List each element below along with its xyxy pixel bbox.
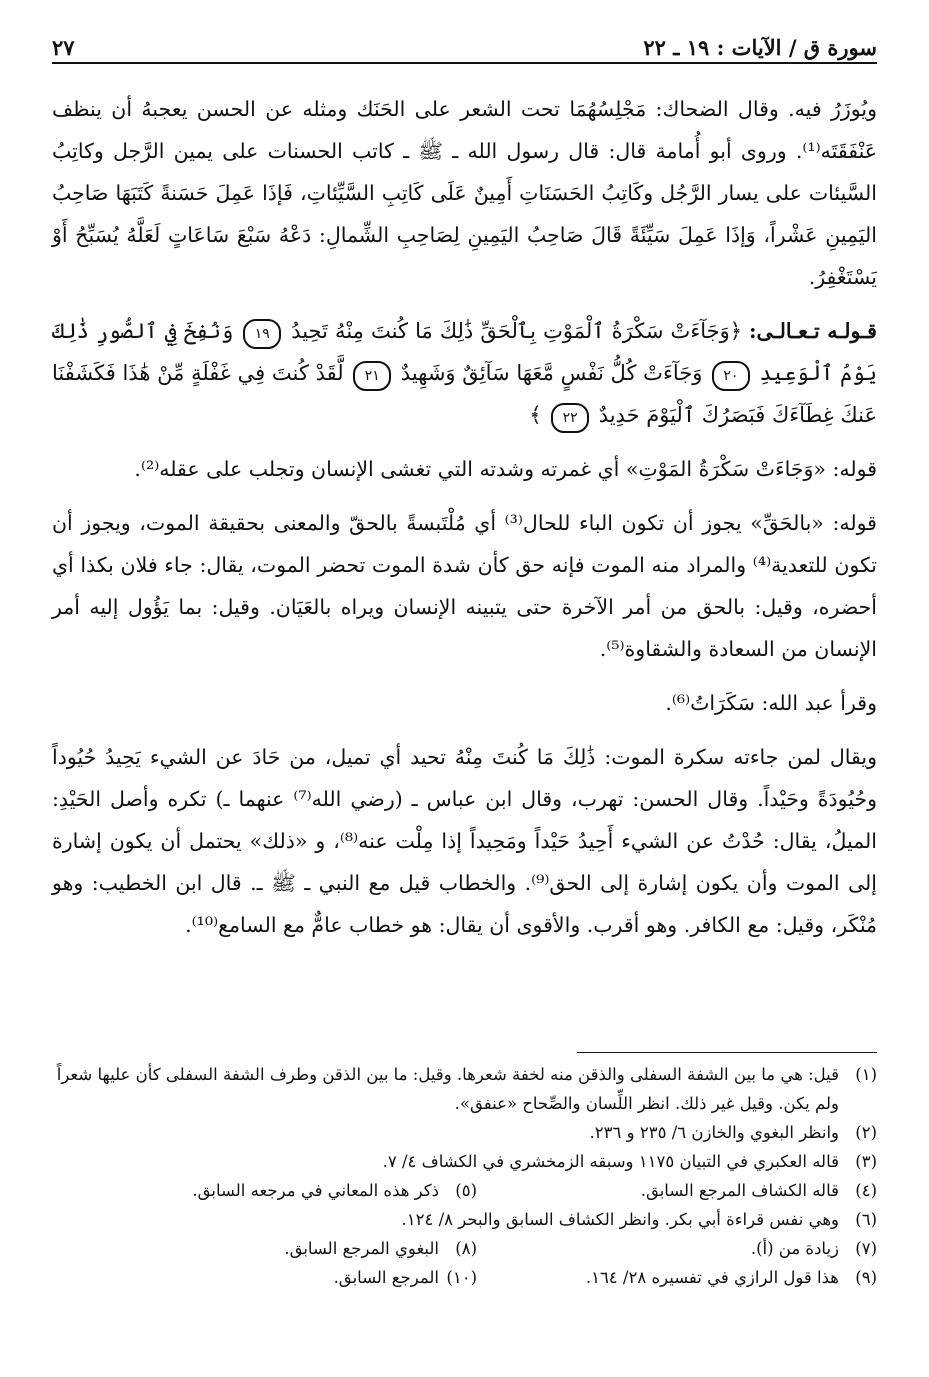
footnote — [517, 1263, 877, 1292]
footnote — [517, 1176, 877, 1205]
ayah-number-badge: ١٩ — [243, 319, 281, 349]
footnote — [517, 1234, 877, 1263]
verse-part: ﴿وَجَآءَتْ سَكْرَةُ ٱلْمَوْتِ بِٱلْحَقِّ ذَٰلِكَ مَا كُنتَ مِنْهُ تَحِيدُ — [291, 319, 743, 343]
quran-verse-block — [52, 310, 877, 436]
verse-part: وَجَآءَتْ كُلُّ نَفْسٍ مَّعَهَا سَآئِقٌ وَشَهِيدٌ — [400, 361, 703, 385]
verse-lead: قـولـه تـعـالـى: — [748, 319, 877, 343]
paragraph: ويُوزَرُ فيه. وقال الضحاك: مَجْلِسُهُمَا تحت الشعر على الحَنَك ومثله عن الحسن يعجبهُ أن ينظف عَنْفَقَتَه⁽¹⁾. وروى أبو أُمامة قال: قال رسول الله ـ ﷺ ـ كاتب الحسنات على يمين الرَّجل وكاتِبُ السَّيئات على يسار الرَّجُل وكَاتِبُ الحَسَنَاتِ أَمِينٌ عَلَى كَاتِبِ السَّيِّئاتِ، فَإذَا عَمِلَ حَسَنةً كَتَبَهَا صَاحِبُ اليَمِينِ عَشْراً، وَإذَا عَمِلَ سَيِّئَةً قَالَ صَاحِبُ اليَمِينِ لِصَاحِبِ الشِّمالِ: دَعْهُ سَبْعَ سَاعَاتٍ لَعَلَّهُ يُسَبِّحُ أَوْ يَسْتَغْفِرُ. — [52, 97, 877, 289]
footnote-number: (١) — [855, 1065, 877, 1084]
footnote-text: ذكر هذه المعاني في مرجعه السابق. — [192, 1181, 439, 1200]
footnote-number: (٢) — [855, 1123, 877, 1142]
ayah-number-badge: ٢٢ — [551, 403, 589, 433]
footnote — [52, 1118, 877, 1147]
main-text — [52, 88, 877, 958]
ayah-number-badge: ٢١ — [353, 361, 391, 391]
paragraph: قوله: «بالحَقِّ» يجوز أن تكون الباء للحال⁽³⁾ أي مُلْتَبسةً بالحقّ والمعنى بحقيقة الموت، ويجوز أن تكون للتعدية⁽⁴⁾ والمراد منه الموت فإنه حق كأن شدة الموت تحضر الموت، يقال: جاء فلان بكذا أي أحضره، وقيل: بالحق من أمر الآخرة حتى يتبينه الإنسان ويراه بالعَيَان. وقيل: بما يَؤُول إليه أمر الإنسان من السعادة والشقاوة⁽⁵⁾. — [52, 511, 877, 661]
footnote-number: (٥) — [455, 1181, 477, 1200]
footnote-text: المرجع السابق. — [333, 1268, 439, 1287]
footnote-row — [52, 1176, 877, 1205]
footnote-text: قيل: هي ما بين الشفة السفلى والذقن منه لخفة شعرها. وقيل: ما بين الذقن وطرف الشفة السفلى كأن عليها شعراً ولم يكن. وقيل غير ذلك. انظر اللِّسان والصِّحاح «عنفق». — [56, 1065, 839, 1113]
paragraph: وقرأ عبد الله: سَكَرَاتُ⁽⁶⁾. — [665, 691, 877, 715]
footnote-text: قاله العكبري في التبيان ١١٧٥ وسبقه الزمخشري في الكشاف ٤/ ٧. — [382, 1152, 839, 1171]
footnote-text: وانظر البغوي والخازن ٦/ ٢٣٥ و ٢٣٦. — [589, 1123, 839, 1142]
footnote-number: (٧) — [855, 1239, 877, 1258]
footnote — [52, 1205, 877, 1234]
footnote — [52, 1147, 877, 1176]
footnote-text: قاله الكشاف المرجع السابق. — [640, 1181, 839, 1200]
footnote — [52, 1060, 877, 1118]
footnote-text: البغوي المرجع السابق. — [284, 1239, 439, 1258]
footnote-number: (٨) — [455, 1239, 477, 1258]
footnote-text: وهي نفس قراءة أبي بكر. وانظر الكشاف السابق والبحر ٨/ ١٢٤. — [401, 1210, 839, 1229]
footnote-number: (٤) — [855, 1181, 877, 1200]
footnote-number: (٦) — [855, 1210, 877, 1229]
footnote — [192, 1176, 477, 1205]
footnote-row — [52, 1234, 877, 1263]
footnote — [284, 1234, 477, 1263]
footnote-number: (٣) — [855, 1152, 877, 1171]
verse-part: وَنُفِخَ فِي ٱلصُّورِ ذَٰلِكَ يَوْمُ ٱلْوَعِيدِ — [52, 319, 877, 385]
footnote-text: هذا قول الرازي في تفسيره ٢٨/ ١٦٤. — [585, 1268, 839, 1287]
ayah-number-badge: ٢٠ — [712, 361, 750, 391]
footnote-number: (١٠) — [446, 1268, 477, 1287]
footnote-number: (٩) — [855, 1268, 877, 1287]
footnote — [334, 1263, 477, 1292]
paragraph: قوله: «وَجَاءَتْ سَكْرَةُ المَوْتِ» أي غمرته وشدته التي تغشى الإنسان وتجلب على عقله⁽²⁾. — [134, 457, 877, 481]
verse-close: ﴾ — [529, 403, 542, 427]
surah-title: سورة ق / الآيات : ١٩ ـ ٢٢ — [643, 35, 877, 60]
running-header — [52, 28, 877, 64]
page-number: ٢٧ — [52, 35, 75, 60]
verse-part: لَّقَدْ كُنتَ فِي غَفْلَةٍ مِّنْ هَٰذَا فَكَشَفْنَا عَنكَ غِطَآءَكَ فَبَصَرُكَ ٱلْيَوْمَ حَدِيدٌ — [52, 361, 877, 427]
footnote-text: زيادة من (أ). — [750, 1239, 839, 1258]
footnote-divider — [577, 1052, 877, 1053]
paragraph: ويقال لمن جاءته سكرة الموت: ذَٰلِكَ مَا كُنتَ مِنْهُ تحيد أي تميل، من حَادَ عن الشيء يَحِيدُ حُيُوداً وحُيُودَةً وحَيْداً. وقال الحسن: تهرب، وقال ابن عباس ـ (رضي الله⁽⁷⁾ عنهما ـ) تكره وأصل الحَيْدِ: الميلُ، يقال: حُدْتُ عن الشيء أَحِيدُ حَيْداً ومَحِيداً إذا مِلْت عنه⁽⁸⁾، و «ذلك» يحتمل أن يكون إشارة إلى الموت وأن يكون إشارة إلى الحق⁽⁹⁾. والخطاب قيل مع النبي ـ ﷺ ـ. قال ابن الخطيب: وهو مُنْكَر، وقيل: مع الكافر. وهو أقرب. والأقوى أن يقال: هو خطاب عامٌّ مع السامع⁽¹⁰⁾. — [52, 745, 877, 937]
footnotes — [52, 1060, 877, 1292]
footnote-row — [52, 1263, 877, 1292]
